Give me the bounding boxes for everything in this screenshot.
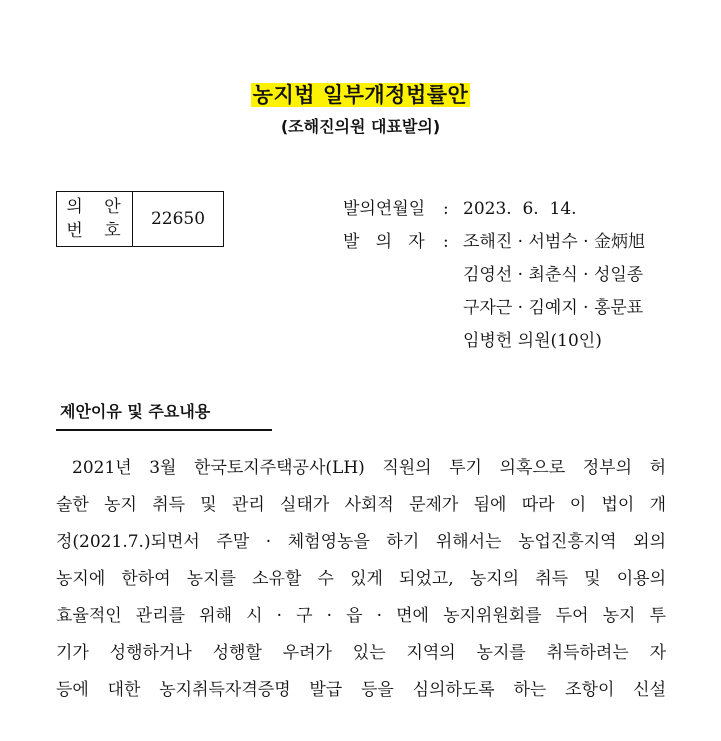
bill-number-value: 22650 — [150, 209, 206, 229]
proposer-row — [343, 226, 645, 259]
title-highlight: 농지법 일부개정법률안 — [252, 83, 469, 107]
proposer-line: 김영선 · 최춘식 · 성일종 — [463, 265, 644, 285]
proposal-date-value: 2023. 6. 14. — [463, 199, 577, 219]
section-body — [56, 450, 666, 709]
bill-number-label-line2: 번 호 — [66, 221, 129, 241]
section-heading: 제안이유 및 주요내용 — [60, 402, 211, 421]
document-title — [0, 80, 721, 110]
proposer-line: 임병헌 의원(10인) — [463, 331, 602, 351]
body-line: 술한 농지 취득 및 관리 실태가 사회적 문제가 됨에 따라 이 법이 개 — [56, 495, 666, 515]
proposal-date-colon: : — [443, 199, 449, 219]
proposer-line: 구자근 · 김예지 · 홍문표 — [463, 298, 644, 318]
body-line: 농지에 한하여 농지를 소유할 수 있게 되었고, 농지의 취득 및 이용의 — [56, 569, 666, 589]
bill-number-label — [57, 192, 133, 246]
body-line: 기가 성행하거나 성행할 우려가 있는 지역의 농지를 취득하려는 자 — [56, 643, 666, 663]
bill-number-label-line1: 의 안 — [66, 197, 129, 217]
proposer-line: 조해진 · 서범수 · 金炳旭 — [463, 232, 645, 252]
body-line: 정(2021.7.)되면서 주말 · 체험영농을 하기 위해서는 농업진흥지역 외의 — [56, 532, 666, 552]
body-line: 등에 대한 농지취득자격증명 발급 등을 심의하도록 하는 조항이 신설 — [56, 680, 666, 700]
proposal-date-label: 발의연월일 — [343, 199, 426, 219]
bill-number-box — [56, 191, 224, 247]
proposal-meta — [343, 193, 645, 358]
body-line: 효율적인 관리를 위해 시 · 구 · 읍 · 면에 농지위원회를 두어 농지 투 — [56, 606, 666, 626]
body-line: 2021년 3월 한국토지주택공사(LH) 직원의 투기 의혹으로 정부의 허 — [72, 458, 666, 478]
section-heading-underline — [56, 429, 272, 431]
proposer-colon: : — [443, 232, 449, 252]
proposer-label: 발 의 자 — [343, 232, 425, 252]
document-subtitle: (조해진의원 대표발의) — [280, 117, 441, 136]
proposal-date-row — [343, 193, 645, 226]
